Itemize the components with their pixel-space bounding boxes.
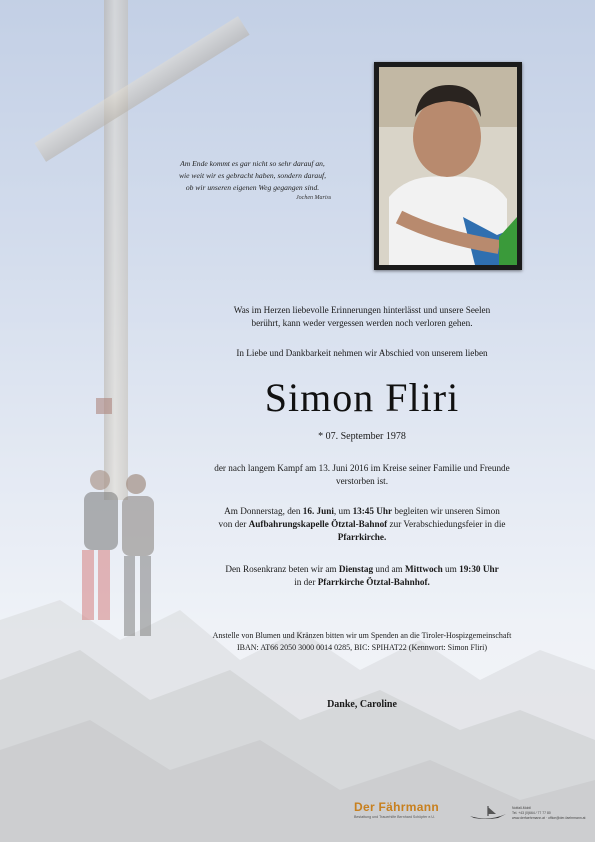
portrait-photo xyxy=(374,62,522,270)
brand-subtitle: Bestattung und Trauerhilfe Bernhard Schöpfer e.U. xyxy=(354,815,435,819)
quote-line: wie weit wir es gebracht haben, sondern darauf, xyxy=(178,171,326,180)
funeral-line-2: von der Aufbahrungskapelle Ötztal-Bahnof zur Verabschiedungsfeier in die xyxy=(218,519,506,529)
brand-name: Der Fährmann xyxy=(354,800,439,814)
funeral-info xyxy=(172,505,552,544)
quote-line: ob wir unseren eigenen Weg gegangen sind. xyxy=(185,183,320,192)
death-line: der nach langem Kampf am 13. Juni 2016 im Kreise seiner Familie und Freunde xyxy=(214,463,510,473)
intro-text xyxy=(172,304,552,330)
contact-line: Tel. +43 (0)664 / 77 77 80 xyxy=(512,811,551,815)
rosary-line-1: Den Rosenkranz beten wir am Dienstag und am Mittwoch um 19:30 Uhr xyxy=(225,564,499,574)
quote-author: Jochen Mariss xyxy=(296,195,332,201)
intro-line: Was im Herzen liebevolle Erinnerungen hinterlässt und unsere Seelen xyxy=(233,305,491,315)
boat-icon xyxy=(468,804,508,822)
portrait-image xyxy=(379,67,517,265)
donation-line: IBAN: AT66 2050 3000 0014 0285, BIC: SPIHAT22 (Kennwort: Simon Fliri) xyxy=(236,643,487,652)
death-notice xyxy=(172,462,552,488)
funeral-home-footer xyxy=(350,800,590,826)
contact-line: Notfall-Mobil xyxy=(512,806,531,810)
brand-contact xyxy=(512,806,586,821)
thanks-signature: Danke, Caroline xyxy=(327,699,397,710)
contact-line: www.derfaehrmann.at · office@der-faehrmann.at xyxy=(512,816,586,820)
rosary-line-2: in der Pfarrkirche Ötztal-Bahnhof. xyxy=(294,577,430,587)
intro-line: berührt, kann weder vergessen werden noch verloren gehen. xyxy=(251,318,473,328)
farewell-intro: In Liebe und Dankbarkeit nehmen wir Abschied von unserem lieben xyxy=(236,348,488,358)
funeral-line-3: Pfarrkirche. xyxy=(337,532,387,542)
deceased-name: Simon Fliri xyxy=(264,375,460,420)
quote-line: Am Ende kommt es gar nicht so sehr darauf an, xyxy=(180,159,325,168)
birth-date: * 07. September 1978 xyxy=(318,431,406,442)
donation-line: Anstelle von Blumen und Kränzen bitten wir um Spenden an die Tiroler-Hospizgemeinschaft xyxy=(212,631,512,640)
donation-info xyxy=(172,630,552,654)
funeral-line-1: Am Donnerstag, den 16. Juni, um 13:45 Uhr begleiten wir unseren Simon xyxy=(224,506,500,516)
memorial-quote xyxy=(150,158,355,194)
death-line: verstorben ist. xyxy=(335,476,389,486)
rosary-info xyxy=(172,563,552,589)
